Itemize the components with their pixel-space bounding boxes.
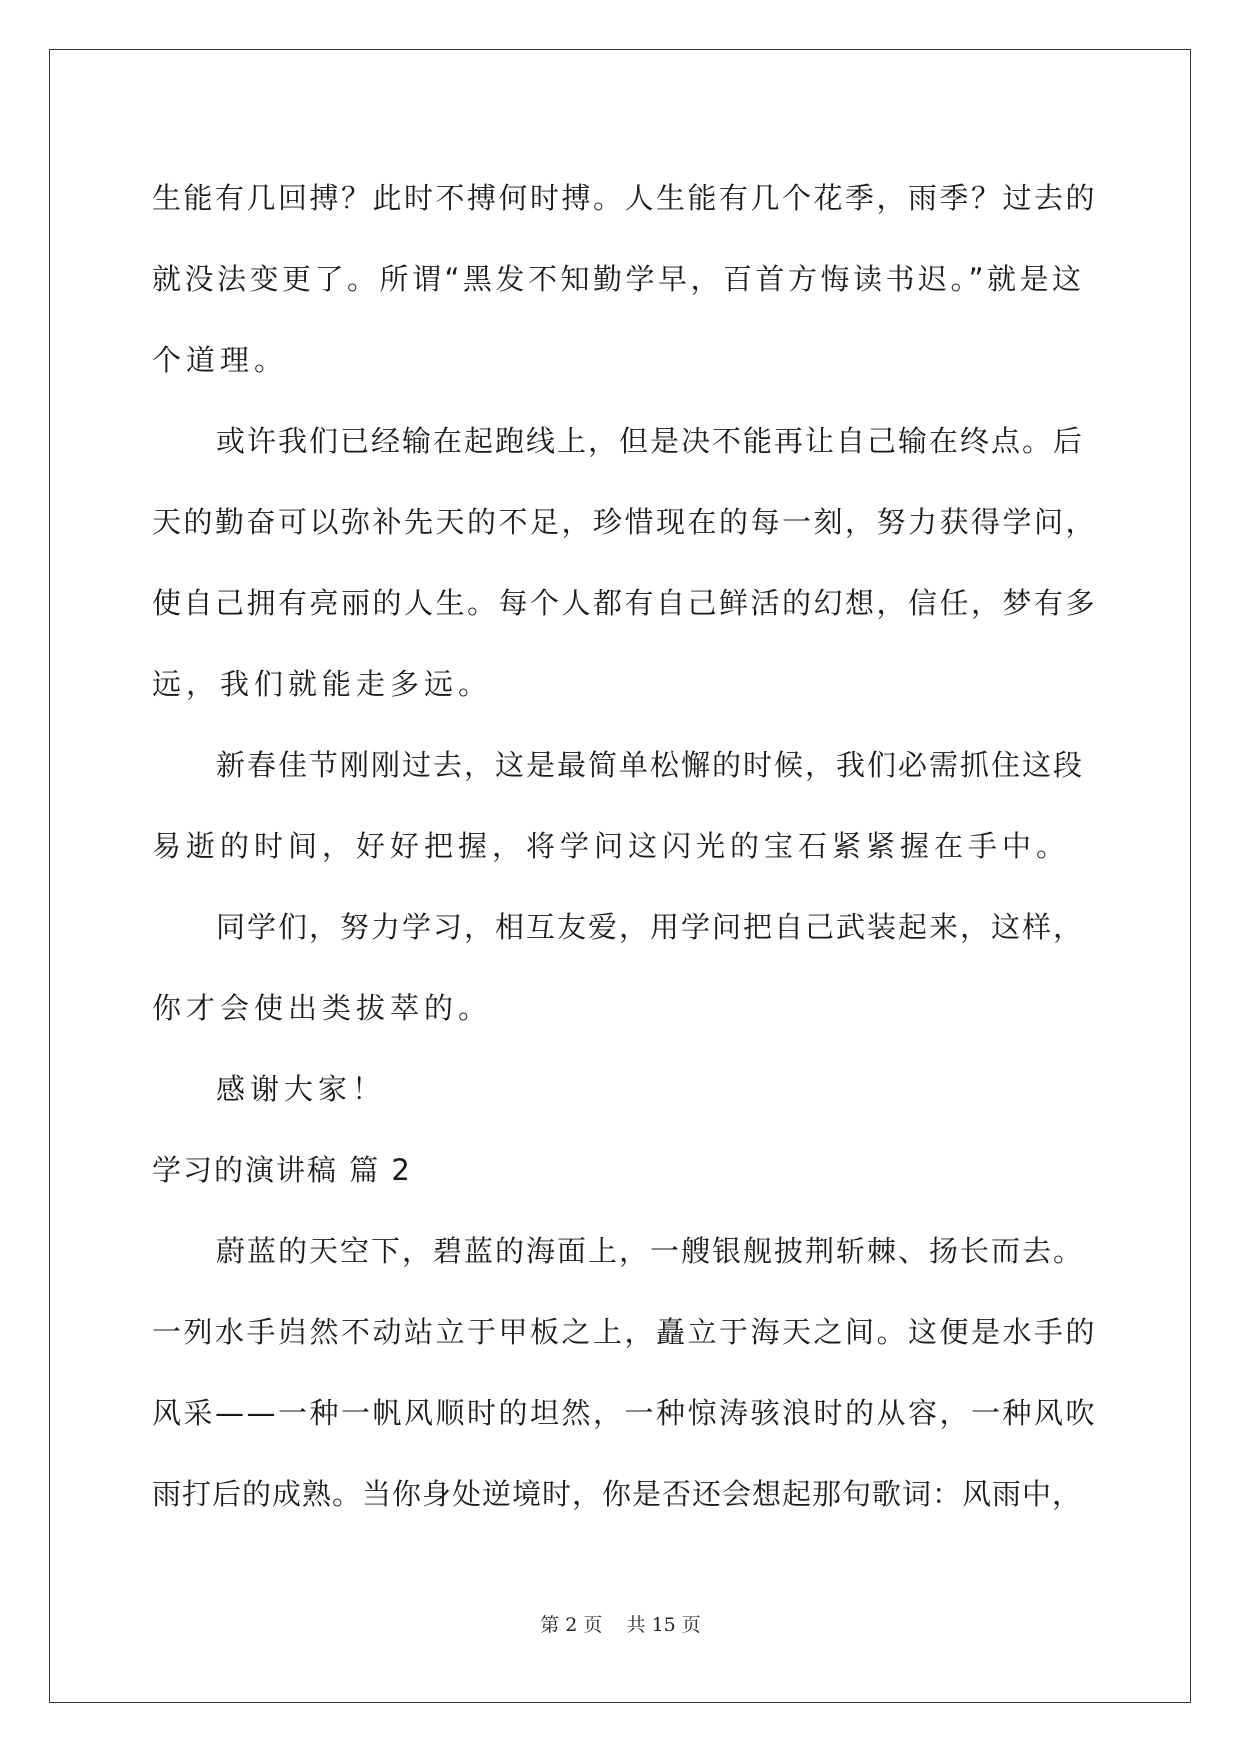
- text-line: 雨打后的成熟。当你身处逆境时，你是否还会想起那句歌词：风雨中，: [152, 1477, 1083, 1511]
- text-line: 远，我们就能走多远。: [152, 667, 493, 701]
- paragraph-start-line: 蔚蓝的天空下，碧蓝的海面上，一艘银舰披荆斩棘、扬长而去。: [216, 1234, 1085, 1268]
- section-heading: 学习的演讲稿 篇 2: [152, 1153, 412, 1187]
- text-line: 风采——一种一帆风顺时的坦然，一种惊涛骇浪时的从容，一种风吹: [152, 1396, 1098, 1430]
- paragraph-start-line: 新春佳节刚刚过去，这是最简单松懈的时候，我们必需抓住这段: [216, 748, 1085, 782]
- page-number: 第 2 页: [540, 1614, 603, 1636]
- paragraph-start-line: 感谢大家！: [216, 1072, 387, 1106]
- text-line: 一列水手岿然不动站立于甲板之上，矗立于海天之间。这便是水手的: [152, 1315, 1098, 1349]
- text-line: 易逝的时间，好好把握，将学问这闪光的宝石紧紧握在手中。: [152, 829, 1071, 863]
- text-line: 就没法变更了。所谓“黑发不知勤学早，百首方悔读书迟。”就是这: [152, 262, 1085, 296]
- text-line: 你才会使出类拔萃的。: [152, 991, 493, 1025]
- text-line: 个道理。: [152, 343, 289, 377]
- document-body: [152, 158, 1097, 1535]
- text-line: 天的勤奋可以弥补先天的不足，珍惜现在的每一刻，努力获得学问，: [152, 505, 1098, 539]
- text-line: 使自己拥有亮丽的人生。每个人都有自己鲜活的幻想，信任，梦有多: [152, 586, 1098, 620]
- page-footer: [0, 1610, 1241, 1637]
- text-line: 生能有几回搏？此时不搏何时搏。人生能有几个花季，雨季？过去的: [152, 181, 1098, 215]
- paragraph-start-line: 或许我们已经输在起跑线上，但是决不能再让自己输在终点。后: [216, 424, 1085, 458]
- page-total: 共 15 页: [626, 1614, 701, 1636]
- paragraph-start-line: 同学们，努力学习，相互友爱，用学问把自己武装起来，这样，: [216, 910, 1085, 944]
